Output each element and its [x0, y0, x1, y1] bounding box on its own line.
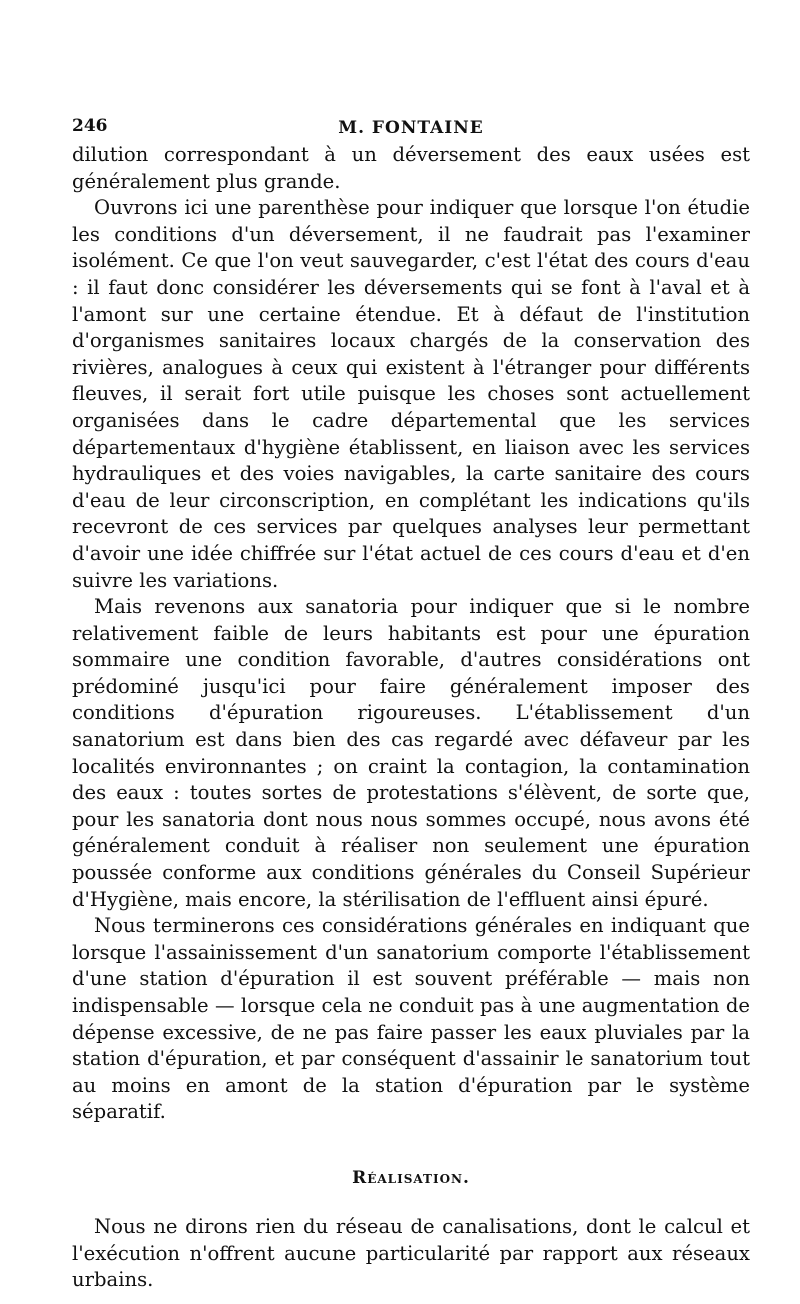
paragraph: Nous ne dirons rien du réseau de canalisations, dont le calcul et l'exécution n'offrent aucune particularité par rapport aux réseaux urbains.: [72, 1214, 750, 1292]
section-heading: Réalisation.: [352, 1167, 470, 1188]
paragraph: Mais revenons aux sanatoria pour indiquer que si le nombre relativement faible de leurs habitants est pour une épuration sommaire une condition favorable, d'autres considérations ont prédominé jusqu'ici pour faire généralement imposer des conditions d'épuration rigoureuses. L'établissement d'un sanatorium est dans bien des cas regardé avec défaveur par les localités environnantes ; on craint la contagion, la contamination des eaux : toutes sortes de protestations s'élèvent, de sorte que, pour les sanatoria dont nous nous sommes occupé, nous avons été généralement conduit à réaliser non seulement une épuration poussée conforme aux conditions générales du Conseil Supérieur d'Hygiène, mais encore, la stérilisation de l'effluent ainsi épuré.: [72, 595, 750, 911]
running-head: M. FONTAINE: [338, 118, 484, 138]
paragraph: Nous terminerons ces considérations générales en indiquant que lorsque l'assainissement d'un sanatorium comporte l'établissement d'une station d'épuration il est souvent préférable — mais non indispensable — lorsque cela ne conduit pas à une augmentation de dépense excessive, de ne pas faire passer les eaux pluviales par la station d'épuration, et par conséquent d'assainir le sanatorium tout au moins en amont de la station d'épuration par le système séparatif.: [72, 914, 750, 1124]
book-page: [72, 110, 750, 1292]
paragraph: Ouvrons ici une parenthèse pour indiquer que lorsque l'on étudie les conditions d'un déversement, il ne faudrait pas l'examiner isolément. Ce que l'on veut sauvegarder, c'est l'état des cours d'eau : il faut donc considérer les déversements qui se font à l'aval et à l'amont sur une certaine étendue. Et à défaut de l'institution d'organismes sanitaires locaux chargés de la conservation des rivières, analogues à ceux qui existent à l'étranger pour différents fleuves, il serait fort utile puisque les choses sont actuellement organisées dans le cadre départemental que les services départementaux d'hygiène établissent, en liaison avec les services hydrauliques et des voies navigables, la carte sanitaire des cours d'eau de leur circonscription, en complétant les indications qu'ils recevront de ces services par quelques analyses leur permettant d'avoir une idée chiffrée sur l'état actuel de ces cours d'eau et d'en suivre les variations.: [72, 196, 750, 592]
page-header: [72, 110, 750, 142]
paragraph: dilution correspondant à un déversement des eaux usées est généralement plus grande.: [72, 143, 750, 193]
page-number: 246: [72, 116, 108, 136]
body-text: [72, 142, 750, 1294]
